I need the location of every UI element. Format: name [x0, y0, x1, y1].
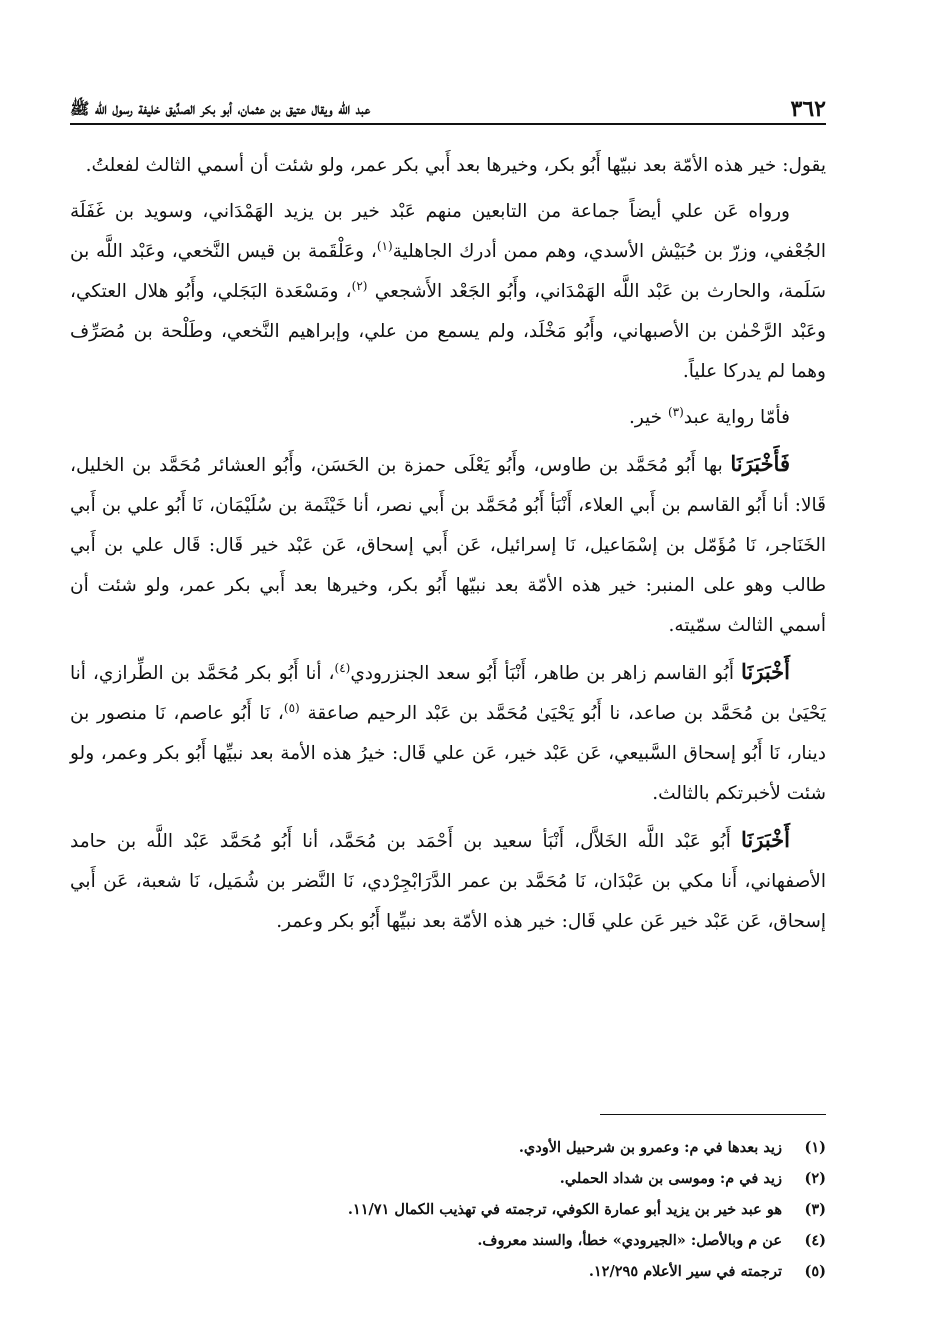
running-head: عبد الله ويقال عتيق بن عثمان، أبو بكر الصدِّيق خليفة رسول الله ﷺ: [70, 99, 371, 118]
text-segment: أَبُو القاسم زاهر بن طاهر، أَنْبَأ أَبُو سعد الجنزرودي: [350, 663, 742, 684]
text-segment: أَبُو عَبْد اللَّه الخَلاَّل، أَنْبَأ سعيد بن أَحْمَد بن مُحَمَّد، أنا أَبُو مُحَمَّد عَبْد اللَّه بن حامد الأصفهاني، أَنا مكي بن عَبْدَان، نَا مُحَمَّد بن عمر الدَّرَابْجِرْدي، نَا النَّضر بن شُمَيل، نَا شعبة، عَن أَبي إسحاق، عَن عَبْد خير عَن علي قَال: خير هذه الأمّة بعد نبيِّها أَبُو بكر وعمر.: [70, 831, 826, 932]
footnote-ref: (٤): [334, 660, 351, 675]
text-segment: ، وعَلْقَمة بن قيس النَّخعي، وعَبْد اللَّه بن سَلَمة، والحارث بن عَبْد اللَّه الهَمْدَاني، وأَبُو الجَعْد الأَشجعي: [70, 241, 826, 302]
footnote-number: (٣): [804, 1201, 826, 1218]
text-segment: ، نَا أَبُو عاصم، نَا منصور بن دينار، نَا أَبُو إسحاق السَّبيعي، عَن عَبْد خير، عَن علي قَال: خيرُ هذه الأمة بعد نبيِّها أَبُو بكر وعمر، ولو شئت لأخبرتكم بالثالث.: [70, 703, 826, 804]
footnote-ref: (١): [376, 238, 393, 253]
footnote-text: زيد في م: وموسى بن شداد الحملي.: [559, 1170, 782, 1187]
paragraph: [70, 146, 826, 186]
text-segment: خير.: [628, 407, 668, 428]
footnote-text: زيد بعدها في م: وعمرو بن شرحبيل الأودي.: [518, 1139, 782, 1156]
footnote-separator: [600, 1114, 826, 1115]
footnote-ref: (٣): [667, 404, 684, 419]
footnote-number: (٥): [804, 1263, 826, 1280]
paragraph: [70, 444, 826, 646]
footnote-text: عن م وبالأصل: «الجيرودي» خطأ، والسند معروف.: [477, 1232, 782, 1249]
footnote: [70, 1163, 826, 1194]
isnad-lead-word: أَخْبَرَنَا: [741, 827, 790, 852]
footnote-text: ترجمته في سير الأعلام ١٢/٢٩٥.: [588, 1263, 782, 1280]
paragraph: [70, 192, 826, 392]
footnote-ref: (٢): [351, 278, 368, 293]
text-segment: بها أَبُو مُحَمَّد بن طاوس، وأَبُو يَعْلَى حمزة بن الحَسَن، وأَبُو العشائر مُحَمَّد بن الخليل، قَالا: أنا أَبُو القاسم بن أَبي العلاء، أَنْبَأ أَبُو مُحَمَّد بن أَبي نصر، أنا خَيْثَمة بن سُلَيْمَان، نَا أَبُو علي بن أَبي الخَنَاجر، نَا مُؤَمّل بن إسْمَاعيل، نَا إسرائيل، عَن أَبي إسحاق، عَن عَبْد خير قَال: قَال علي بن أَبي طالب وهو على المنبر: خير هذه الأمّة بعد نبيّها أَبُو بكر، وخيرها بعد أَبي بكر عمر، ولو شئت أن أسمي الثالث سمّيته.: [70, 455, 826, 636]
footnote: [70, 1194, 826, 1225]
text-segment: فأمّا رواية عبد: [683, 407, 790, 428]
footnotes: [70, 1132, 826, 1287]
footnote-number: (٢): [804, 1170, 826, 1187]
text-segment: ، أنا أَبُو بكر مُحَمَّد بن الطِّرازي، أنا يَحْيَىٰ بن مُحَمَّد بن صاعد، نا أَبُو يَحْيَىٰ مُحَمَّد بن عَبْد الرحيم صاعقة: [70, 663, 826, 724]
footnote-number: (٤): [804, 1232, 826, 1249]
text-segment: يقول: خير هذه الأمّة بعد نبيّها أَبُو بكر، وخيرها بعد أَبي بكر عمر، ولو شئت أن أسمي الثالث لفعلتُ.: [85, 155, 826, 176]
footnote-text: هو عبد خير بن يزيد أبو عمارة الكوفي، ترجمته في تهذيب الكمال ١١/٧١.: [347, 1201, 782, 1218]
footnote-ref: (٥): [283, 700, 300, 715]
paragraph: [70, 652, 826, 814]
paragraph: [70, 820, 826, 942]
footnote-number: (١): [804, 1139, 826, 1156]
paragraph: [70, 398, 826, 438]
page-header: [70, 78, 826, 122]
footnote: [70, 1225, 826, 1256]
isnad-lead-word: أَخْبَرَنَا: [741, 659, 790, 684]
text-segment: ، ومَسْعَدة البَجَلي، وأَبُو هلال العتكي، وعَبْد الرَّحْمٰن بن الأصبهاني، وأَبُو مَخْلَد، ولم يسمع من علي، وإبراهيم النَّخعي، وطَلْحة بن مُصَرِّف وهما لم يدركا علياً.: [70, 281, 826, 382]
footnote: [70, 1132, 826, 1163]
header-rule: [70, 123, 826, 125]
page-number: ٣٦٢: [790, 96, 826, 122]
isnad-lead-word: فَأَخْبَرَنَا: [730, 451, 790, 476]
main-text: [70, 146, 826, 948]
text-segment: ورواه عَن علي أيضاً جماعة من التابعين منهم عَبْد خير بن يزيد الهَمْدَاني، وسويد بن غَفَلَة الجُعْفي، وزرّ بن حُبَيْش الأسدي، وهم ممن أدرك الجاهلية: [70, 201, 826, 262]
footnote: [70, 1256, 826, 1287]
